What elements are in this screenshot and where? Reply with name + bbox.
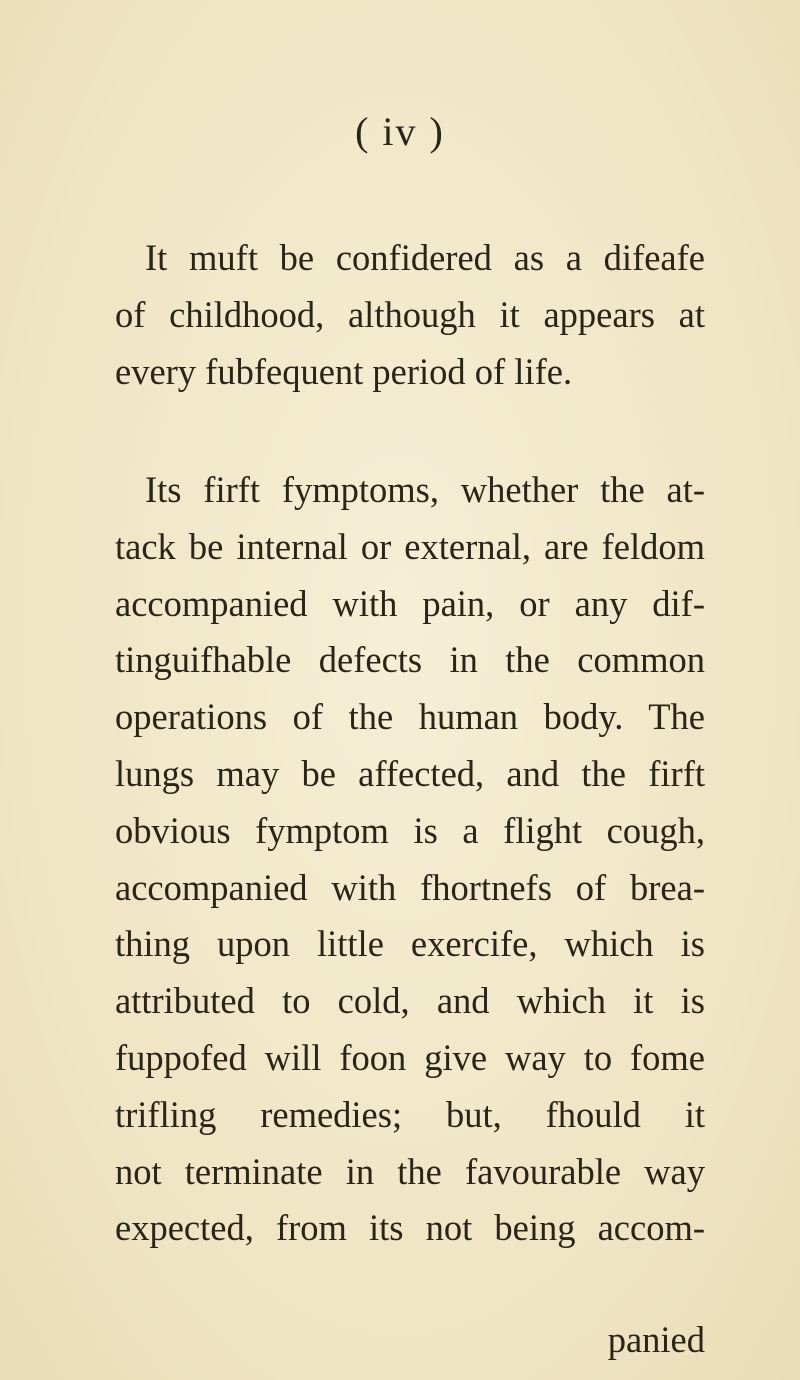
text-line: not terminate in the favourable way bbox=[115, 1150, 705, 1192]
text-line: accompanied with fhortnefs of brea- bbox=[115, 866, 705, 908]
text-line: tinguifhable defects in the common bbox=[115, 639, 705, 681]
text-line: every fubfequent period of life. bbox=[115, 350, 573, 392]
text-line: Its firft fymptoms, whether the at- bbox=[145, 469, 705, 510]
text-line: operations of the human body. The bbox=[115, 696, 705, 738]
text-line: fuppofed will foon give way to fome bbox=[115, 1036, 705, 1078]
text-line: It muft be confidered as a difeafe bbox=[145, 237, 705, 278]
text-line: lungs may be affected, and the firft bbox=[115, 752, 705, 794]
text-line: tack be internal or external, are feldom bbox=[115, 525, 705, 567]
page-header: ( iv ) bbox=[355, 109, 445, 154]
paragraph-2 bbox=[115, 462, 705, 1257]
text-line: accompanied with pain, or any dif- bbox=[115, 582, 705, 624]
paragraph-1 bbox=[115, 230, 705, 400]
text-line: trifling remedies; but, fhould it bbox=[115, 1093, 705, 1135]
text-line: attributed to cold, and which it is bbox=[115, 980, 705, 1022]
catchword: panied bbox=[607, 1319, 705, 1360]
text-line: obvious fymptom is a flight cough, bbox=[115, 809, 705, 851]
text-line: expected, from its not being accom- bbox=[115, 1207, 705, 1249]
text-line: thing upon little exercife, which is bbox=[115, 923, 705, 965]
text-line: of childhood, although it appears at bbox=[115, 293, 705, 335]
